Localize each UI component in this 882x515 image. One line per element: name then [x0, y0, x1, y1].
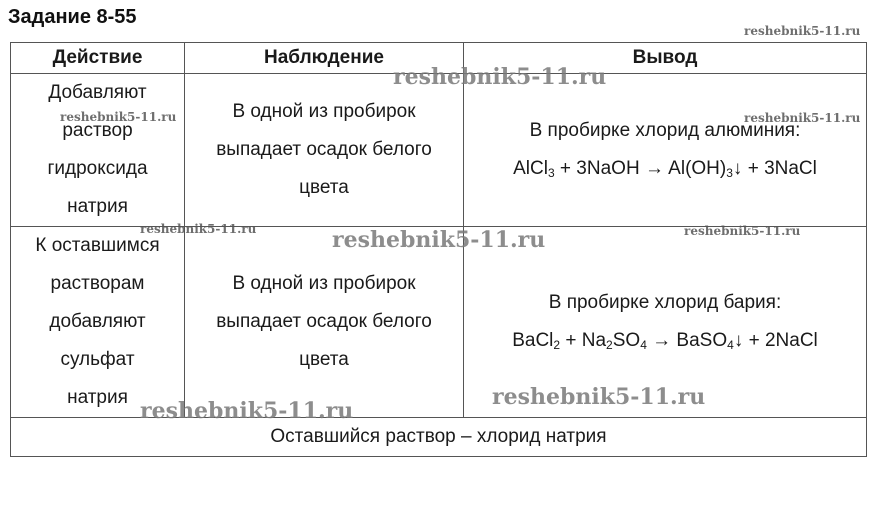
- observation-line: В одной из пробирок: [232, 101, 416, 122]
- conclusion-cell: [464, 227, 867, 418]
- action-cell: [11, 74, 185, 227]
- final-conclusion: Оставшийся раствор – хлорид натрия: [11, 418, 867, 457]
- action-line: натрия: [67, 387, 128, 408]
- chemical-equation: BaCl$_2$ + $Na_2SO_4$ → BaSO$_4$↓ + 2NaCl: [512, 330, 818, 352]
- chemical-equation: AlCl$_3$ + 3NaOH → $Al(OH)_3↓$ + 3NaCl: [513, 158, 817, 180]
- task-title: Задание 8-55: [8, 6, 137, 28]
- answer-table: [10, 42, 867, 457]
- action-line: натрия: [67, 196, 128, 217]
- action-line: К оставшимся: [35, 235, 160, 256]
- watermark: reshebnik5-11.ru: [60, 110, 177, 124]
- watermark: reshebnik5-11.ru: [684, 224, 801, 238]
- watermark: reshebnik5-11.ru: [332, 227, 546, 253]
- watermark: reshebnik5-11.ru: [744, 111, 861, 125]
- conclusion-text: В пробирке хлорид алюминия:: [529, 120, 801, 141]
- action-line: Добавляют: [48, 82, 147, 103]
- header-conclusion: Вывод: [464, 43, 867, 74]
- observation-line: выпадает осадок белого: [216, 311, 432, 332]
- header-action: Действие: [11, 43, 185, 74]
- watermark: reshebnik5-11.ru: [393, 64, 607, 90]
- table-row: [11, 227, 867, 418]
- action-line: сульфат: [60, 349, 135, 370]
- observation-line: цвета: [299, 349, 349, 370]
- header-observation: Наблюдение: [185, 43, 464, 74]
- table-row: [11, 418, 867, 457]
- action-cell: [11, 227, 185, 418]
- action-line: гидроксида: [47, 158, 148, 179]
- header-row: [11, 43, 867, 74]
- watermark: reshebnik5-11.ru: [744, 24, 861, 38]
- action-line: раствор: [62, 120, 133, 141]
- observation-cell: [185, 227, 464, 418]
- conclusion-cell: [464, 74, 867, 227]
- table-row: [11, 74, 867, 227]
- observation-line: В одной из пробирок: [232, 273, 416, 294]
- observation-cell: [185, 74, 464, 227]
- watermark: reshebnik5-11.ru: [492, 384, 706, 410]
- watermark: reshebnik5-11.ru: [140, 398, 354, 424]
- observation-line: цвета: [299, 177, 349, 198]
- observation-line: выпадает осадок белого: [216, 139, 432, 160]
- action-line: растворам: [50, 273, 145, 294]
- watermark: reshebnik5-11.ru: [140, 222, 257, 236]
- action-line: добавляют: [49, 311, 146, 332]
- conclusion-text: В пробирке хлорид бария:: [548, 292, 782, 313]
